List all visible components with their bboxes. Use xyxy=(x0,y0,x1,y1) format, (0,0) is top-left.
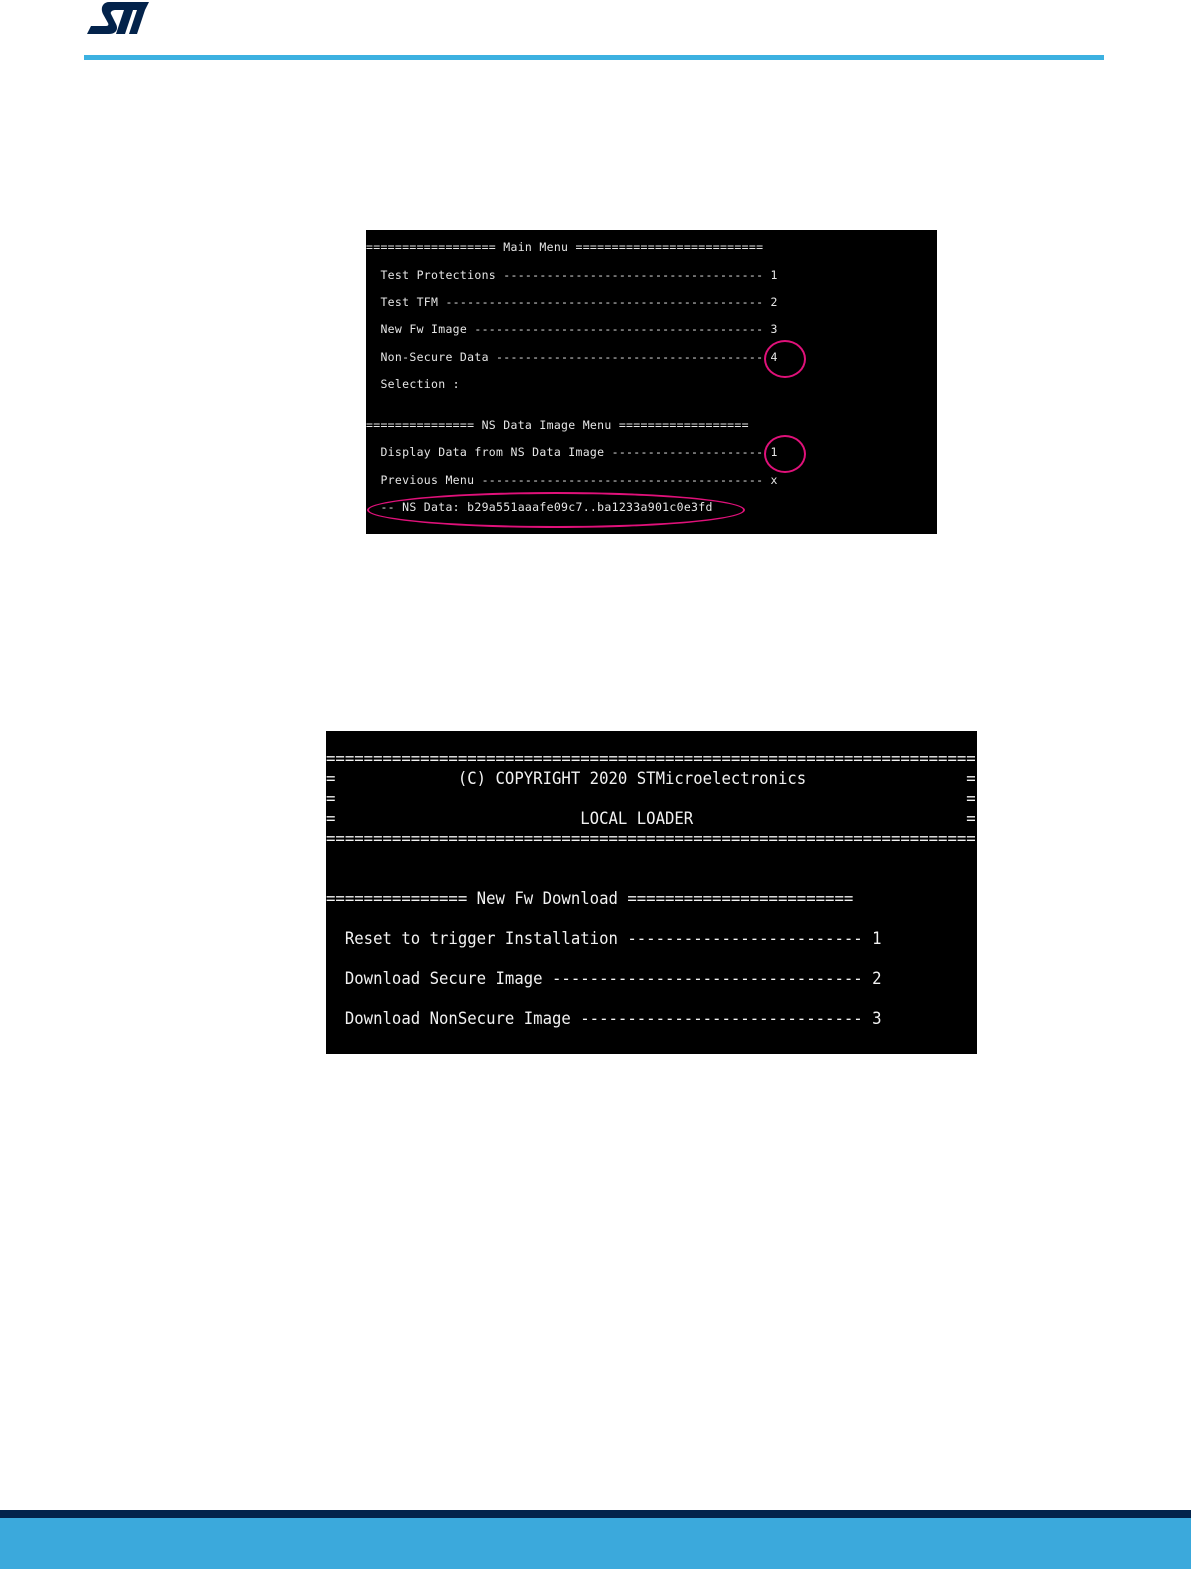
terminal-line: -- NS Data: b29a551aaafe09c7..ba1233a901c0e3fd xyxy=(366,500,713,514)
terminal-line: Test Protections ------------------------------------ 1 xyxy=(366,268,778,282)
footer-band-top-stripe xyxy=(0,1510,1191,1518)
highlight-circle-option-4 xyxy=(764,340,806,378)
terminal-line: =============== NS Data Image Menu ================== xyxy=(366,418,749,432)
terminal-line: = = xyxy=(326,789,976,809)
terminal-screenshot-local-loader xyxy=(326,731,977,1054)
terminal-line: Test TFM -------------------------------------------- 2 xyxy=(366,295,778,309)
terminal-screenshot-ns-data xyxy=(366,230,937,534)
st-logo xyxy=(85,0,155,40)
terminal-line: Selection : xyxy=(366,377,460,391)
highlight-ellipse-ns-data xyxy=(367,492,745,528)
footer-band xyxy=(0,1510,1191,1569)
terminal-line: Reset to trigger Installation ------------------------- 1 xyxy=(326,929,882,949)
terminal-line: Previous Menu --------------------------------------- x xyxy=(366,473,778,487)
highlight-circle-option-1 xyxy=(764,435,806,473)
terminal-line: = (C) COPYRIGHT 2020 STMicroelectronics = xyxy=(326,769,976,789)
terminal-line: Non-Secure Data ------------------------------------- 4 xyxy=(366,350,778,364)
terminal-line: Download NonSecure Image ------------------------------ 3 xyxy=(326,1009,882,1029)
terminal-line: = LOCAL LOADER = xyxy=(326,809,976,829)
terminal-line: Display Data from NS Data Image --------------------- 1 xyxy=(366,445,778,459)
terminal-line: New Fw Image ---------------------------------------- 3 xyxy=(366,322,778,336)
terminal-line: ===================================================================== xyxy=(326,749,976,769)
terminal-line: ================== Main Menu ========================== xyxy=(366,240,764,254)
header-rule xyxy=(84,55,1104,60)
st-logo-icon xyxy=(85,0,155,40)
terminal-line: Download Secure Image --------------------------------- 2 xyxy=(326,969,882,989)
terminal-line: ===================================================================== xyxy=(326,829,976,849)
terminal-line: =============== New Fw Download ======================== xyxy=(326,889,854,909)
